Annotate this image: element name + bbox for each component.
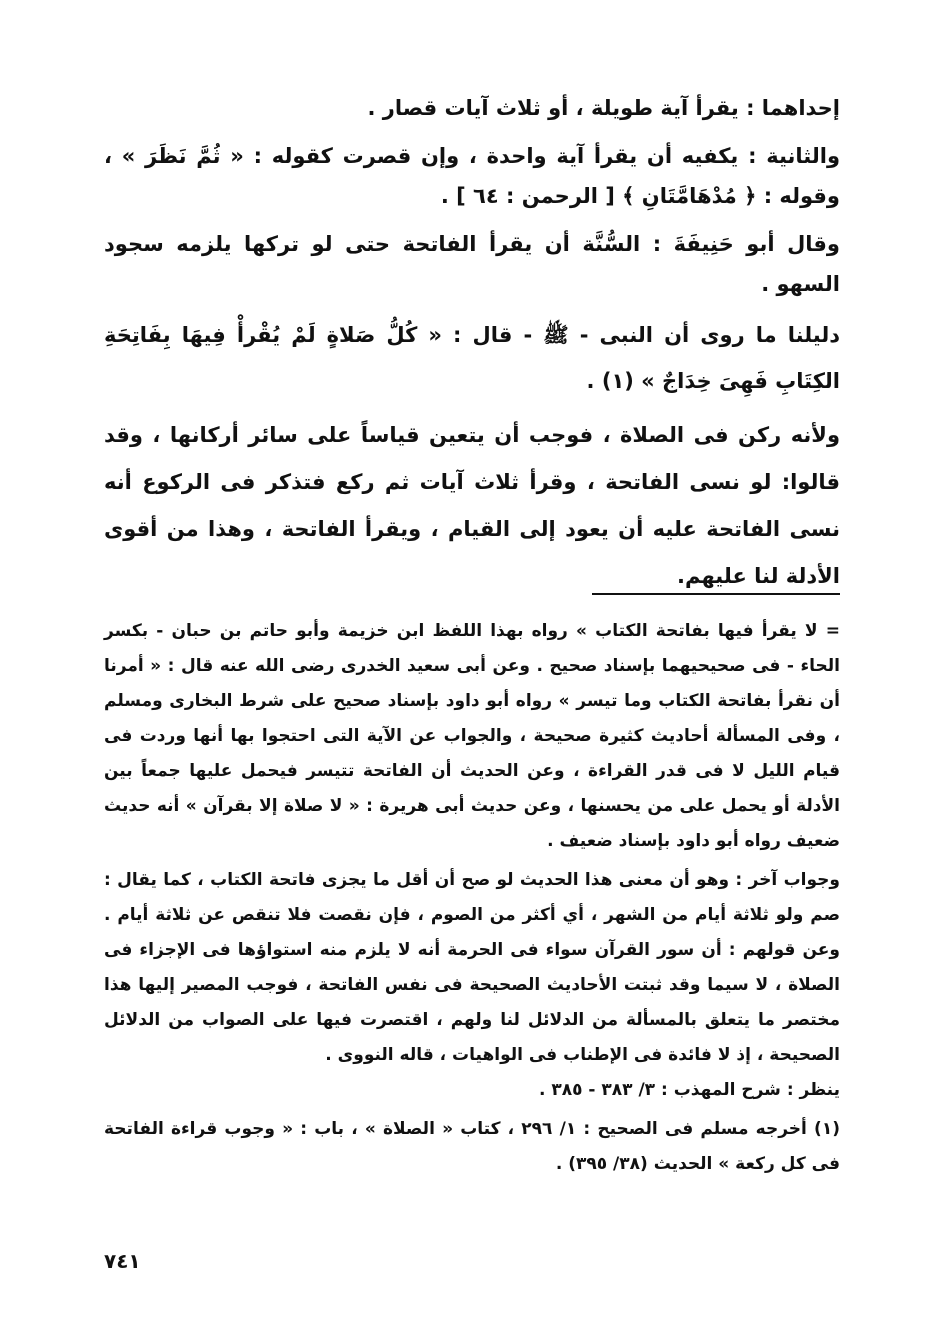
footnote-continuation: = لا يقرأ فيها بفاتحة الكتاب » رواه بهذا اللفظ ابن خزيمة وأبو حاتم بن حبان - بكسر الحاء - فى صحيحيهما بإسناد صحيح . وعن أبى سعيد الخدرى رضى الله عنه قال : « أمرنا أن نقرأ بفاتحة الكتاب وما تيسر » رواه أبو داود بإسناد صحيح على شرط البخارى ومسلم ، وفى المسألة أحاديث كثيرة صحيحة ، والجواب عن الآية التى احتجوا بها أنها وردت فى قيام الليل لا فى قدر القراءة ، وعن الحديث أن الفاتحة تتيسر فيحمل عليها جمعاً بين الأدلة أو يحمل على من يحسنها ، وعن حديث أبى هريرة : « لا صلاة إلا بقرآن » أنه حديث ضعيف رواه أبو داود بإسناد ضعيف . bbox=[104, 621, 840, 851]
footnote-separator bbox=[592, 593, 840, 595]
paragraph-first-opinion: إحداهما : يقرأ آية طويلة ، أو ثلاث آيات قصار . bbox=[367, 96, 840, 120]
page-number: ٧٤١ bbox=[104, 1249, 141, 1273]
footnote-another-answer: وجواب آخر : وهو أن معنى هذا الحديث لو صح أن أقل ما يجزى فاتحة الكتاب ، كما يقال : صم ولو ثلاثة أيام من الشهر ، أي أكثر من الصوم ، فإن نقصت فلا تنقص عن ثلاثة أيام . وعن قولهم : أن سور القرآن سواء فى الحرمة أنه لا يلزم منه استواؤها فى الإجزاء فى الصلاة ، لا سيما وقد ثبتت الأحاديث الصحيحة فى نفس الفاتحة ، فوجب المصير إليها هذا مختصر ما يتعلق بالمسألة من الدلائل لنا ولهم ، اقتصرت فيها على الصواب من الدلائل الصحيحة ، إذ لا فائدة فى الإطناب فى الواهيات ، قاله النووى . bbox=[104, 870, 840, 1065]
paragraph-abu-hanifa: وقال أبو حَنِيفَةَ : السُّنَّة أن يقرأ الفاتحة حتى لو تركها يلزمه سجود السهو . bbox=[104, 232, 840, 296]
paragraph-analogy: ولأنه ركن فى الصلاة ، فوجب أن يتعين قياساً على سائر أركانها ، وقد قالوا: لو نسى الفاتحة ، وقرأ ثلاث آيات ثم ركع فتذكر فى الركوع أنه نسى الفاتحة عليه أن يعود إلى القيام ، ويقرأ الفاتحة ، وهذا من أقوى الأدلة لنا عليهم. bbox=[104, 423, 840, 588]
paragraph-evidence-hadith: دليلنا ما روى أن النبى - ﷺ - قال : « كُلُّ صَلاةٍ لَمْ يُقْرأْ فِيهَا بِفَاتِحَةِ الكِتَابِ فَهِىَ خِدَاجٌ » (١) . bbox=[104, 323, 840, 393]
paragraph-second-opinion: والثانية : يكفيه أن يقرأ آية واحدة ، وإن قصرت كقوله : « ثُمَّ نَظَرَ » ، وقوله : ﴿ مُدْهَامَّتَانِ ﴾ [ الرحمن : ٦٤ ] . bbox=[104, 144, 840, 208]
main-text bbox=[104, 88, 840, 600]
footnotes bbox=[104, 614, 840, 1182]
footnote-reference: ينظر : شرح المهذب : ٣/ ٣٨٣ - ٣٨٥ . bbox=[538, 1080, 840, 1100]
footnote-1: (١) أخرجه مسلم فى الصحيح : ١/ ٢٩٦ ، كتاب « الصلاة » ، باب : « وجوب قراءة الفاتحة فى كل ركعة » الحديث (٣٨/ ٣٩٥) . bbox=[104, 1119, 840, 1174]
